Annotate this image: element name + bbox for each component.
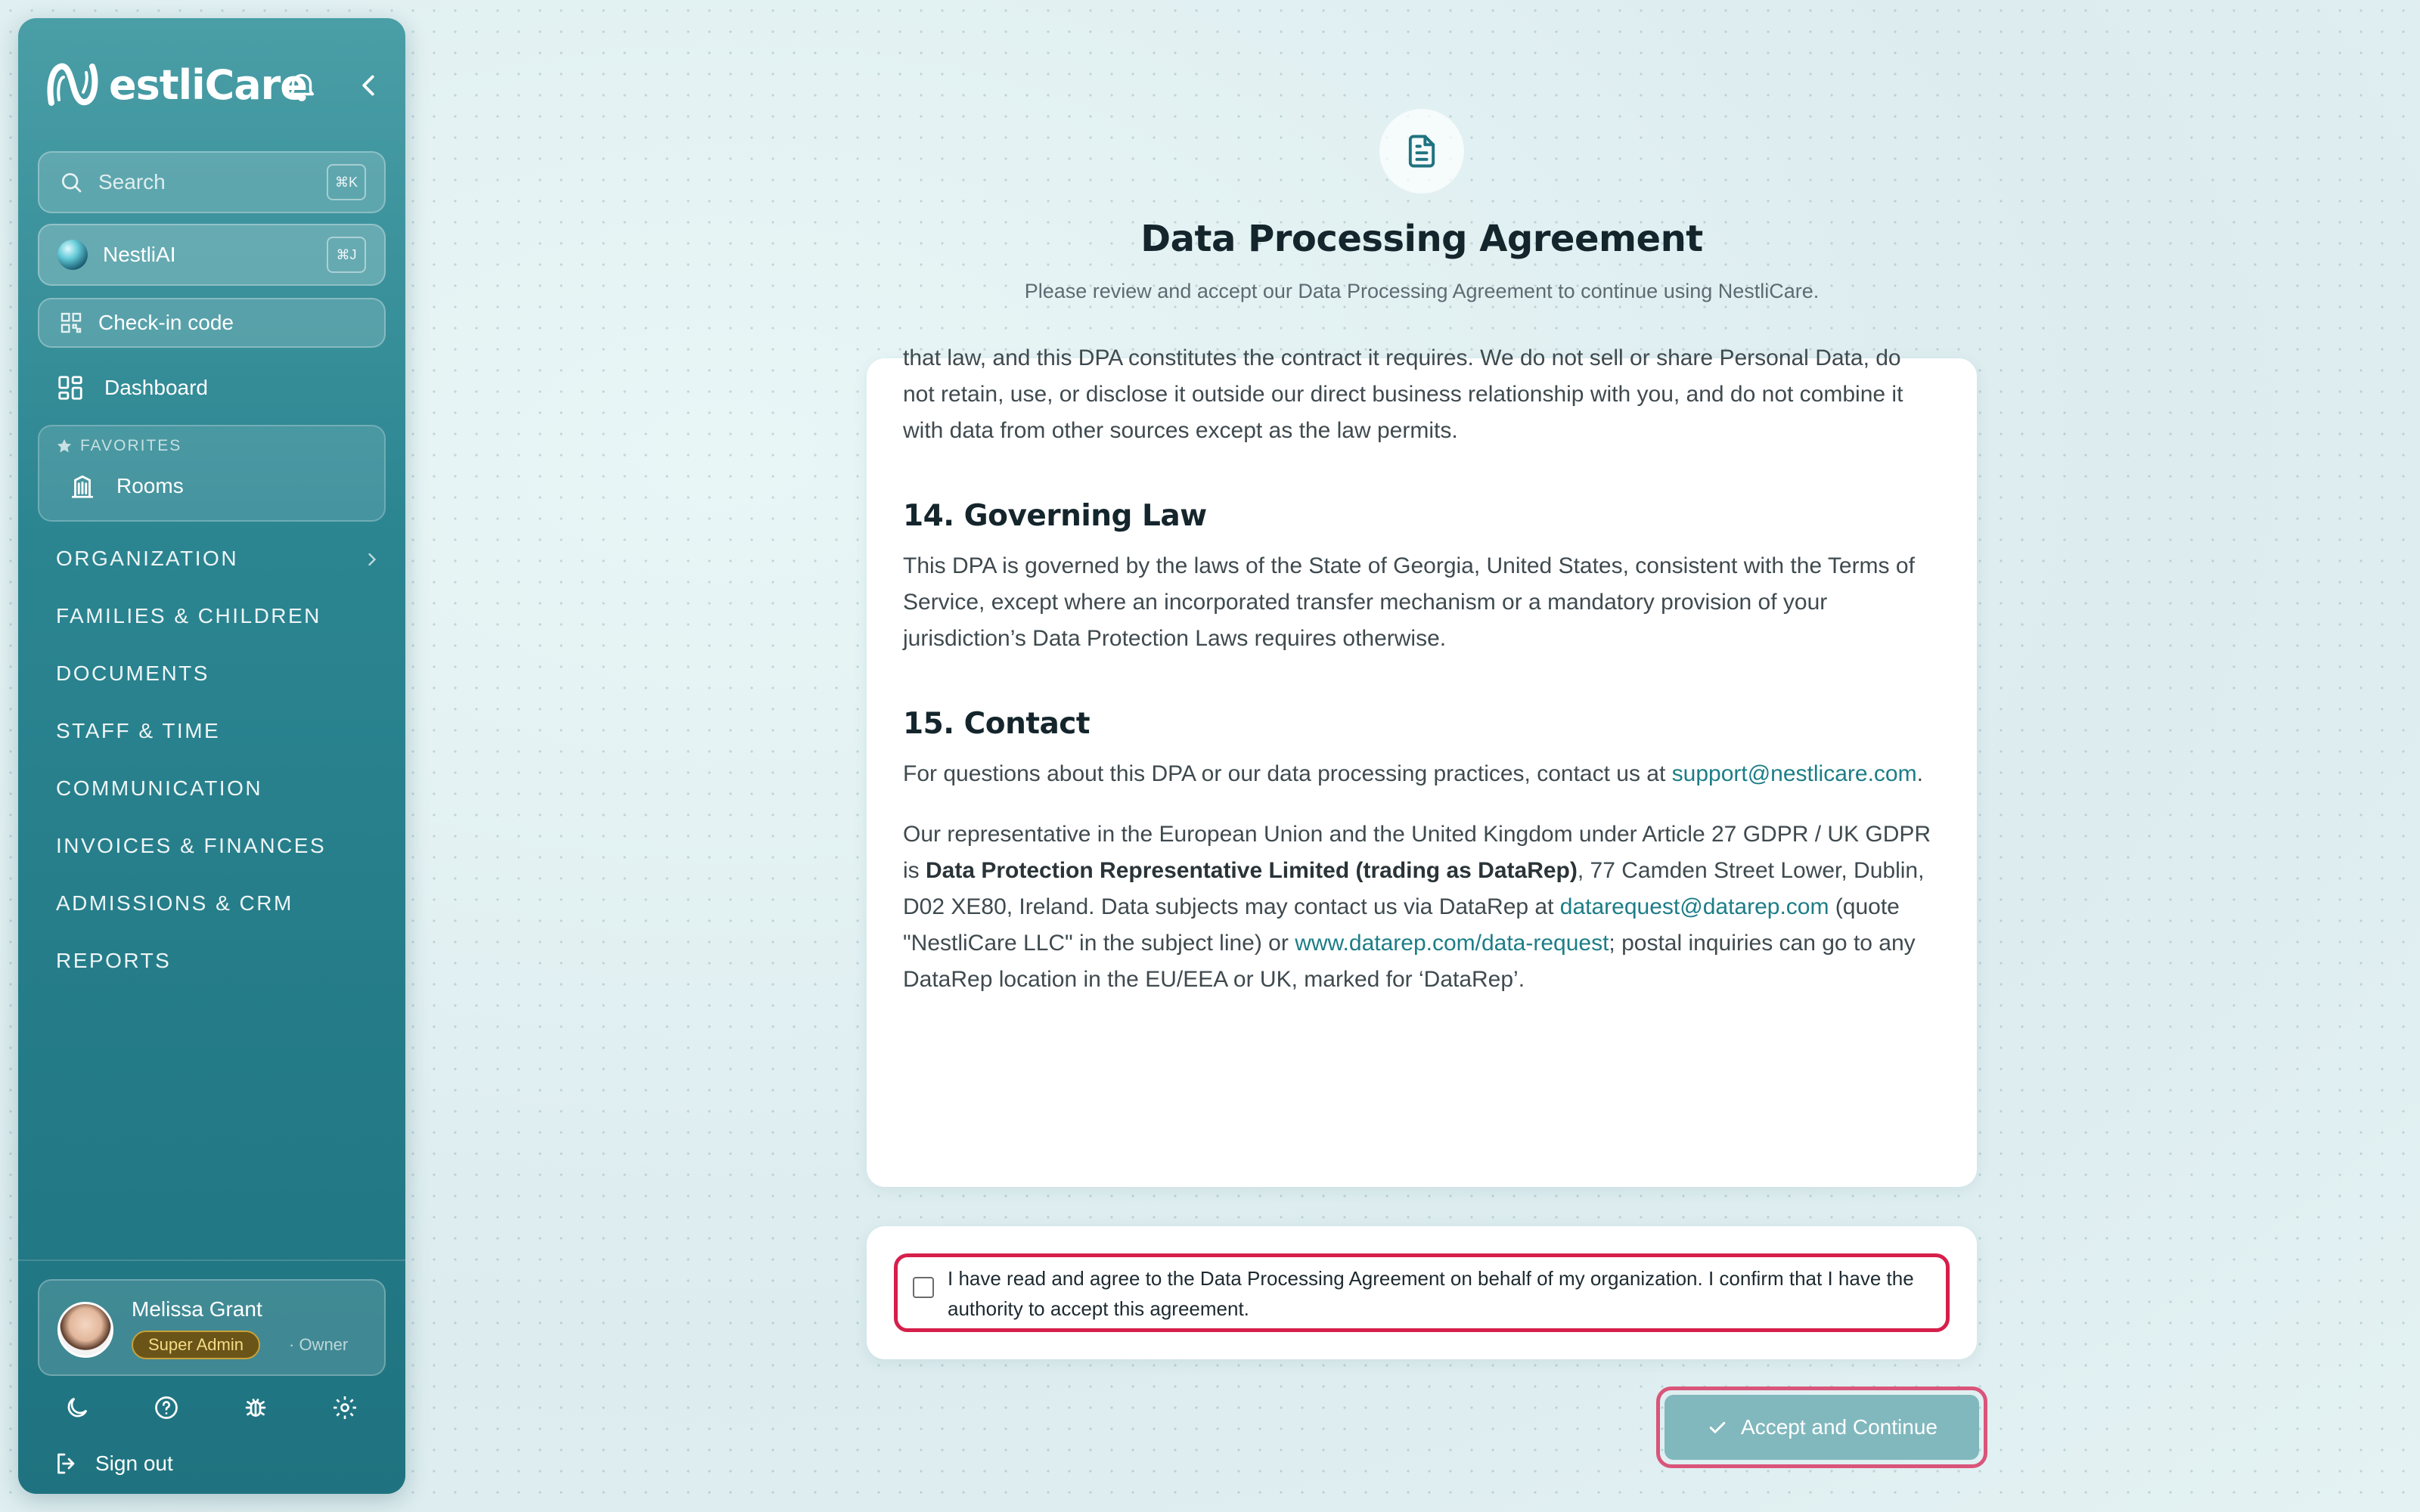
page-title: Data Processing Agreement	[1140, 218, 1703, 260]
nestlicare-logo-icon	[44, 56, 101, 113]
ai-shortcut: ⌘J	[327, 237, 366, 273]
section-heading-governing-law: 14. Governing Law	[903, 499, 1207, 533]
moon-icon[interactable]	[64, 1394, 91, 1421]
nestli-ai-button[interactable]	[38, 224, 386, 286]
datarep-url-link[interactable]: www.datarep.com/data-request	[1295, 931, 1609, 956]
agreement-paragraph	[903, 340, 1931, 449]
sidebar-sections	[56, 540, 389, 999]
search-placeholder: Search	[98, 170, 166, 194]
consent-card	[867, 1226, 1977, 1359]
avatar	[57, 1302, 113, 1358]
section-label: FAMILIES & CHILDREN	[56, 604, 321, 627]
dashboard-icon	[56, 373, 85, 402]
ai-label: NestliAI	[103, 243, 176, 266]
brand-name: estliCare	[109, 60, 307, 109]
document-badge	[1379, 109, 1464, 194]
consent-label[interactable]: I have read and agree to the Data Processing Agreement on behalf of my organization. I confirm that I have the authority to accept this agreement.	[948, 1267, 1914, 1320]
agreement-scroll-panel[interactable]	[867, 345, 1977, 1187]
section-label: REPORTS	[56, 949, 172, 972]
section-label: COMMUNICATION	[56, 776, 263, 800]
rooms-label: Rooms	[116, 474, 184, 497]
chevron-right-icon	[361, 549, 383, 570]
agreement-text: Data, do not retain, use, or disclose it outside our direct business relationship with you, and do not combine it with data from other sources except as the law permits.	[903, 345, 1903, 443]
search-shortcut: ⌘K	[327, 164, 366, 200]
user-name: Melissa Grant	[132, 1297, 262, 1321]
sidebar-section-families-children[interactable]	[56, 597, 389, 655]
accept-button-highlight	[1656, 1387, 1987, 1468]
user-profile-card[interactable]	[38, 1279, 386, 1376]
support-email-link[interactable]: support@nestlicare.com	[1671, 761, 1917, 786]
dashboard-label: Dashboard	[104, 376, 208, 399]
governing-law-text: This DPA is governed by the laws of the State of Georgia, United States, consistent with the Terms of Service, except where an incorporated transfer mechanism or a mandatory provision of your jurisdiction’s Data Protection Laws requires otherwise.	[903, 553, 1915, 651]
bell-icon[interactable]	[284, 68, 319, 103]
contact-paragraph	[903, 756, 1931, 792]
sign-out-button[interactable]	[53, 1450, 173, 1477]
building-icon	[68, 472, 97, 500]
role-badge: Super Admin	[132, 1331, 260, 1359]
accept-and-continue-button[interactable]	[1665, 1395, 1979, 1460]
rep-text: (quote "NestliCare LLC" in the subject line) or	[903, 894, 1900, 956]
sidebar	[18, 18, 405, 1494]
sidebar-item-dashboard[interactable]	[56, 373, 208, 402]
ai-orb-icon	[57, 240, 88, 270]
representative-paragraph	[903, 816, 1931, 998]
agreement-content	[903, 340, 1931, 998]
section-label: DOCUMENTS	[56, 662, 209, 685]
sign-out-label: Sign out	[95, 1452, 173, 1475]
favorites-heading-label: FAVORITES	[80, 437, 182, 454]
collapse-sidebar-icon[interactable]	[351, 68, 386, 103]
help-icon[interactable]	[153, 1394, 180, 1421]
bug-icon[interactable]	[242, 1394, 269, 1421]
gear-icon[interactable]	[331, 1394, 358, 1421]
sidebar-section-documents[interactable]	[56, 655, 389, 712]
section-label: ORGANIZATION	[56, 547, 239, 570]
rep-text: ; postal inquiries can go to any DataRep location in the EU/EEA or UK, marked for ‘DataRep’.	[903, 931, 1916, 992]
sidebar-item-rooms[interactable]	[68, 472, 184, 500]
brand-logo[interactable]	[44, 56, 307, 113]
sidebar-section-organization[interactable]	[56, 540, 389, 597]
sidebar-divider	[18, 1259, 405, 1261]
sidebar-section-reports[interactable]	[56, 942, 389, 999]
rep-text: Our representative in the European Union and the United Kingdom under Article 27 GDPR / UK GDPR is	[903, 822, 1931, 883]
accept-button-label: Accept and Continue	[1741, 1415, 1938, 1439]
sidebar-section-staff-time[interactable]	[56, 712, 389, 770]
contact-text: For questions about this DPA or our data processing practices, contact us at	[903, 761, 1666, 786]
search-input[interactable]	[38, 151, 386, 213]
checkin-code-button[interactable]	[38, 298, 386, 348]
section-label: INVOICES & FINANCES	[56, 834, 327, 857]
sidebar-section-invoices-finances[interactable]	[56, 827, 389, 885]
star-icon	[56, 438, 73, 454]
rep-text: , 77 Camden Street Lower, Dublin, D02 XE80, Ireland. Data subjects may contact us via DataRep at	[903, 858, 1925, 919]
section-label: STAFF & TIME	[56, 719, 221, 742]
section-label: ADMISSIONS & CRM	[56, 891, 293, 915]
consent-checkbox[interactable]	[913, 1277, 934, 1298]
contact-text-end: .	[1916, 761, 1923, 786]
rep-company-name: Data Protection Representative Limited (trading as DataRep)	[926, 858, 1578, 883]
sidebar-utility-icons	[64, 1394, 358, 1421]
datarep-email-link[interactable]: datarequest@datarep.com	[1559, 894, 1829, 919]
search-icon	[59, 170, 83, 194]
sign-out-icon	[53, 1450, 80, 1477]
user-role: · Owner	[289, 1335, 349, 1354]
favorites-heading	[56, 437, 182, 455]
page-subtitle: Please review and accept our Data Processing Agreement to continue using NestliCare.	[1024, 280, 1820, 302]
sidebar-section-admissions-crm[interactable]	[56, 885, 389, 942]
favorites-group	[38, 425, 386, 522]
consent-highlight	[894, 1253, 1950, 1332]
agreement-text-cutoff: that law, and this DPA constitutes the contract it requires. We do not sell or share Personal	[903, 345, 1809, 370]
checkin-label: Check-in code	[98, 311, 234, 334]
sidebar-section-communication[interactable]	[56, 770, 389, 827]
qr-code-icon	[59, 311, 83, 335]
check-icon	[1706, 1416, 1729, 1439]
document-icon	[1402, 132, 1441, 171]
section-heading-contact: 15. Contact	[903, 707, 1091, 741]
